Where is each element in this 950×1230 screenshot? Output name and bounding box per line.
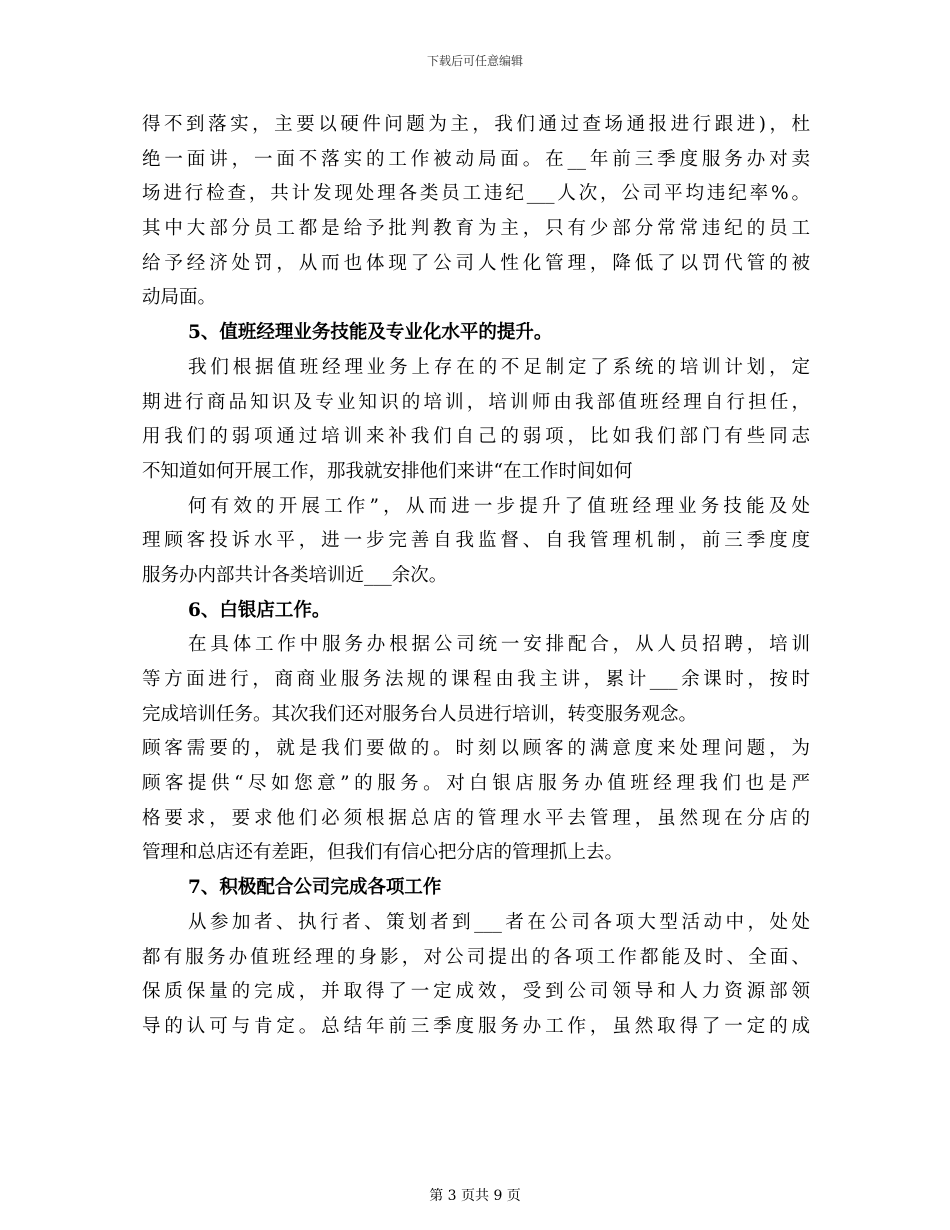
- body-text-line: 期进行商品知识及专业知识的培训，培训师由我部值班经理自行担任，: [142, 391, 810, 413]
- body-text-line: 服务办内部共计各类培训近___余次。: [142, 564, 448, 586]
- body-text-line: 何有效的开展工作”，从而进一步提升了值班经理业务技能及处: [188, 495, 810, 517]
- body-text-line: 顾客提供“尽如您意”的服务。对白银店服务办值班经理我们也是严: [142, 773, 810, 795]
- body-text-line: 格要求，要求他们必须根据总店的管理水平去管理，虽然现在分店的: [142, 807, 810, 829]
- body-text-line: 从参加者、执行者、策划者到___者在公司各项大型活动中，处处: [188, 911, 810, 933]
- body-text-line: 我们根据值班经理业务上存在的不足制定了系统的培训计划，定: [188, 356, 810, 378]
- body-text-line: 其中大部分员工都是给予批判教育为主，只有少部分常常违纪的员工: [142, 218, 810, 240]
- body-text-line: 等方面进行，商商业服务法规的课程由我主讲，累计___余课时，按时: [142, 669, 810, 690]
- body-text-line: 导的认可与肯定。总结年前三季度服务办工作，虽然取得了一定的成: [142, 1015, 810, 1037]
- body-text-line: 在具体工作中服务办根据公司统一安排配合，从人员招聘，培训: [188, 634, 810, 656]
- body-text-line: 用我们的弱项通过培训来补我们自己的弱项，比如我们部门有些同志: [142, 426, 810, 448]
- page-header: 下载后可任意编辑: [426, 54, 523, 68]
- section-heading: 6、白银店工作。: [188, 599, 331, 621]
- document-body: [142, 108, 810, 1045]
- body-text-line: 绝一面讲，一面不落实的工作被动局面。在__年前三季度服务办对卖: [142, 148, 810, 170]
- body-text-line: 都有服务办值班经理的身影，对公司提出的各项工作都能及时、全面、: [142, 946, 810, 968]
- body-text-line: 顾客需要的，就是我们要做的。时刻以顾客的满意度来处理问题，为: [142, 738, 810, 760]
- body-text-line: 管理和总店还有差距，但我们有信心把分店的管理抓上去。: [142, 842, 624, 864]
- body-text-line: 给予经济处罚，从而也体现了公司人性化管理，降低了以罚代管的被: [142, 252, 810, 274]
- page-footer: 第 3 页共 9 页: [429, 1188, 521, 1204]
- body-text-line: 保质保量的完成，并取得了一定成效，受到公司领导和人力资源部领: [142, 981, 810, 1003]
- body-text-line: 完成培训任务。其次我们还对服务台人员进行培训，转变服务观念。: [142, 703, 698, 725]
- body-text-line: 得不到落实，主要以硬件问题为主，我们通过查场通报进行跟进)，杜: [142, 114, 810, 135]
- body-text-line: 动局面。: [142, 287, 217, 309]
- body-text-line: 场进行检查，共计发现处理各类员工违纪___人次，公司平均违纪率%。: [142, 183, 810, 205]
- section-heading: 5、值班经理业务技能及专业化水平的提升。: [188, 322, 553, 344]
- section-heading: 7、积极配合公司完成各项工作: [188, 877, 442, 899]
- body-text-line: 理顾客投诉水平，进一步完善自我监督、自我管理机制，前三季度度: [142, 530, 810, 552]
- body-text-line: 不知道如何开展工作，那我就安排他们来讲“在工作时间如何: [142, 460, 633, 482]
